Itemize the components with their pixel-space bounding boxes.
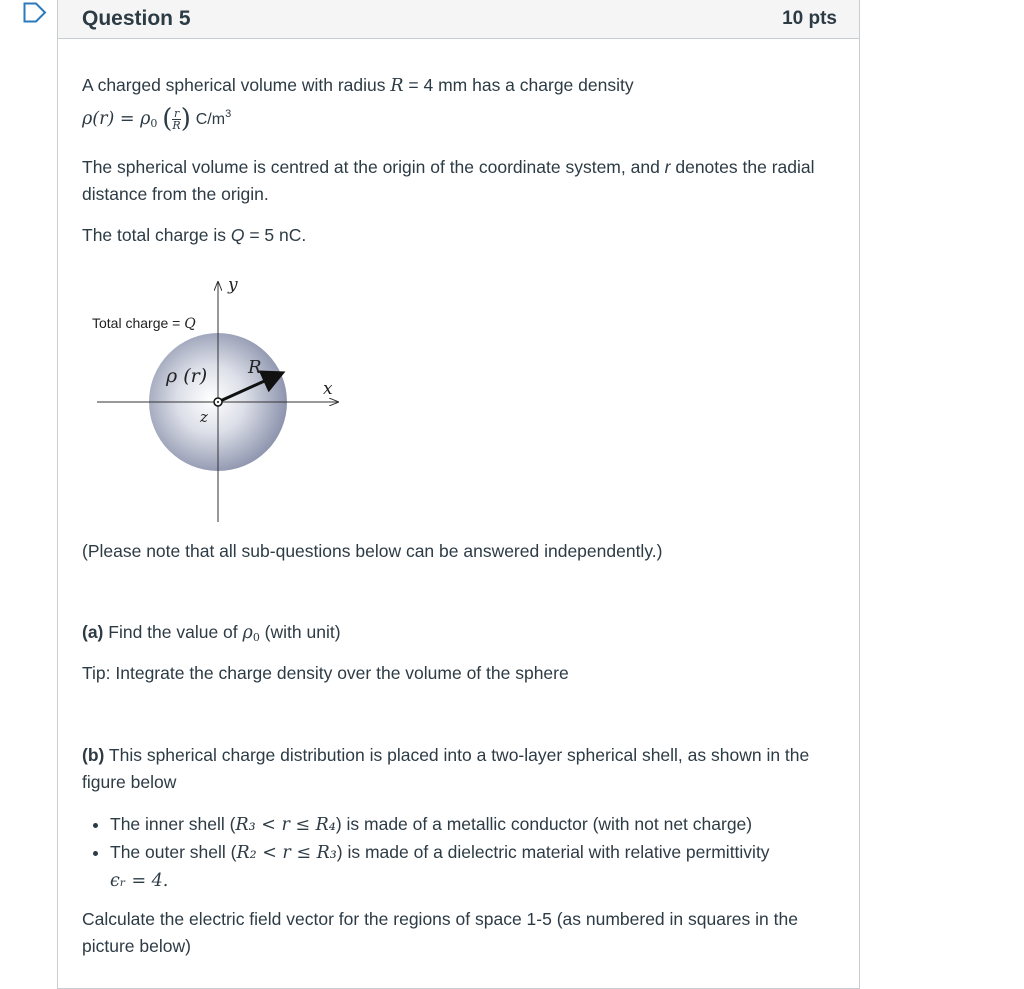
sphere-figure bbox=[82, 269, 352, 529]
question-header bbox=[58, 0, 859, 39]
y-axis-label: y bbox=[228, 275, 238, 295]
list-item: • The inner shell (R₃ < r ≤ R₄) is made of a metallic conductor (with not net charge) bbox=[110, 811, 839, 839]
part-b-instruction: Calculate the electric field vector for the regions of space 1-5 (as numbered in squares in the picture below) bbox=[82, 909, 798, 956]
question-points: 10 pts bbox=[782, 7, 837, 29]
independence-note: (Please note that all sub-questions below can be answered independently.) bbox=[82, 541, 663, 561]
total-charge-symbol: Q bbox=[184, 316, 196, 332]
rho-label: ρ (r) bbox=[166, 365, 208, 387]
total-charge-paragraph: The total charge is Q = 5 nC. bbox=[82, 225, 307, 245]
part-a-question: (a) Find the value of $\rho_0$ (with unit) bbox=[82, 622, 341, 644]
list-item: • The outer shell (R₂ < r ≤ R₃) is made of a dielectric material with relative permittivity ϵᵣ = 4. bbox=[110, 839, 839, 895]
origin-paragraph: The spherical volume is centred at the origin of the coordinate system, and r denotes the radial distance from the origin. bbox=[82, 157, 815, 204]
flag-question-icon[interactable] bbox=[23, 2, 47, 23]
charge-density-formula: $\rho(r) = \rho_0$ ( $\frac{r}{R}$ ) $C/m^3$ bbox=[82, 104, 232, 134]
z-axis-label: z bbox=[200, 408, 208, 426]
question-card bbox=[57, 0, 860, 989]
intro-line: A charged spherical volume with radius R = 4 mm has a charge density bbox=[82, 75, 634, 96]
svg-text:Total charge = Q bbox=[92, 315, 196, 332]
part-b-question: (b) This spherical charge distribution is placed into a two-layer spherical shell, as shown in the figure below bbox=[82, 745, 810, 792]
radius-label: R bbox=[248, 357, 262, 378]
part-a-tip: Tip: Integrate the charge density over the volume of the sphere bbox=[82, 663, 569, 683]
total-charge-label: Total charge = bbox=[92, 315, 185, 331]
x-axis-label: x bbox=[323, 379, 333, 399]
question-title: Question 5 bbox=[82, 6, 191, 30]
shell-list bbox=[82, 811, 839, 895]
